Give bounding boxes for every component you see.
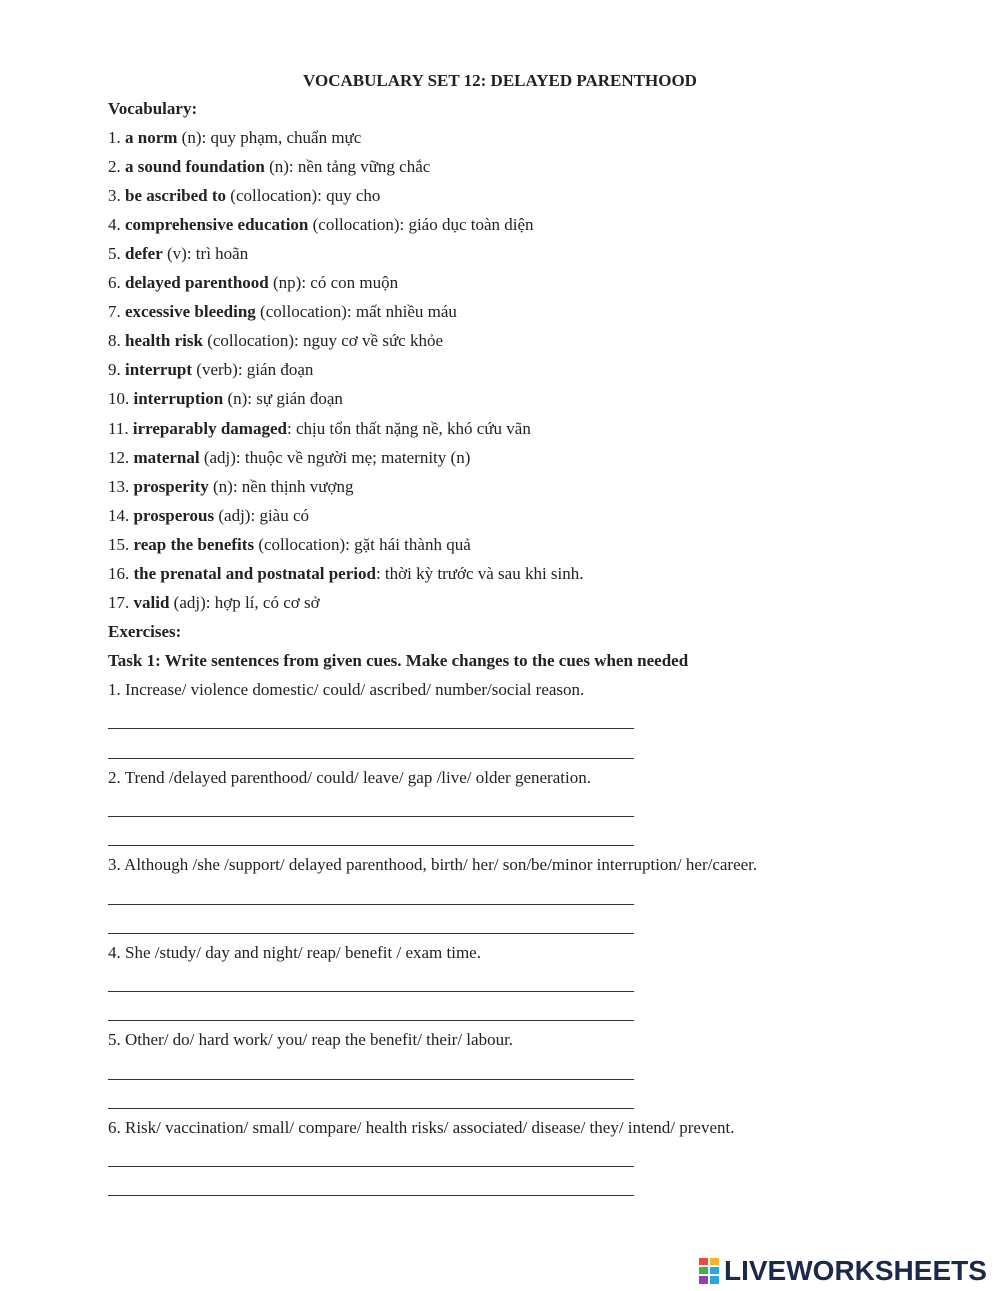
logo-tile bbox=[709, 1266, 720, 1275]
vocab-term: irreparably damaged bbox=[132, 419, 287, 438]
exercise-prompt: 1. Increase/ violence domestic/ could/ ascribed/ number/social reason. bbox=[108, 680, 585, 699]
liveworksheets-brand[interactable] bbox=[698, 1255, 987, 1287]
vocab-item: 14. prosperous (adj): giàu có bbox=[108, 506, 310, 525]
vocab-term: interruption bbox=[133, 389, 224, 408]
vocab-term: comprehensive education bbox=[125, 215, 309, 234]
vocab-item: 2. a sound foundation (n): nền tảng vững chắc bbox=[108, 157, 431, 176]
vocab-term: valid bbox=[133, 593, 170, 612]
answer-line[interactable] bbox=[108, 1108, 634, 1109]
vocab-term: prosperity bbox=[133, 477, 209, 496]
exercise-prompt: 4. She /study/ day and night/ reap/ benefit / exam time. bbox=[108, 943, 481, 962]
answer-line[interactable] bbox=[108, 1079, 634, 1080]
vocab-item: 4. comprehensive education (collocation): giáo dục toàn diện bbox=[108, 215, 534, 234]
logo-tile bbox=[698, 1257, 709, 1266]
answer-line[interactable] bbox=[108, 904, 634, 905]
brand-name: LIVEWORKSHEETS bbox=[724, 1255, 987, 1286]
exercises-heading: Exercises: bbox=[108, 622, 182, 641]
vocab-term: interrupt bbox=[125, 360, 193, 379]
vocab-item: 15. reap the benefits (collocation): gặt hái thành quả bbox=[108, 535, 471, 554]
task1-heading: Task 1: Write sentences from given cues. Make changes to the cues when needed bbox=[108, 651, 689, 670]
logo-tile bbox=[709, 1257, 720, 1266]
answer-line[interactable] bbox=[108, 1166, 634, 1167]
vocab-term: prosperous bbox=[133, 506, 215, 525]
exercise-prompt: 5. Other/ do/ hard work/ you/ reap the benefit/ their/ labour. bbox=[108, 1030, 514, 1049]
logo-tile bbox=[709, 1275, 720, 1285]
vocab-item: 10. interruption (n): sự gián đoạn bbox=[108, 389, 343, 408]
vocab-item: 3. be ascribed to (collocation): quy cho bbox=[108, 186, 381, 205]
vocab-item: 13. prosperity (n): nền thịnh vượng bbox=[108, 477, 354, 496]
answer-line[interactable] bbox=[108, 1020, 634, 1021]
vocab-item: 17. valid (adj): hợp lí, có cơ sở bbox=[108, 593, 320, 612]
vocab-item: 1. a norm (n): quy phạm, chuẩn mực bbox=[108, 128, 362, 147]
vocab-item: 12. maternal (adj): thuộc về người mẹ; maternity (n) bbox=[108, 448, 471, 467]
vocab-term: delayed parenthood bbox=[125, 273, 269, 292]
vocab-item: 5. defer (v): trì hoãn bbox=[108, 244, 249, 263]
exercise-prompt: 6. Risk/ vaccination/ small/ compare/ health risks/ associated/ disease/ they/ intend/ prevent. bbox=[108, 1118, 735, 1137]
vocab-term: reap the benefits bbox=[133, 535, 255, 554]
vocab-term: maternal bbox=[133, 448, 200, 467]
logo-tile bbox=[698, 1266, 709, 1275]
vocab-term: excessive bleeding bbox=[125, 302, 256, 321]
vocab-term: a norm bbox=[125, 128, 178, 147]
vocab-item: 6. delayed parenthood (np): có con muộn bbox=[108, 273, 399, 292]
vocab-term: the prenatal and postnatal period bbox=[133, 564, 376, 583]
vocab-term: defer bbox=[125, 244, 163, 263]
answer-line[interactable] bbox=[108, 728, 634, 729]
answer-line[interactable] bbox=[108, 1195, 634, 1196]
answer-line[interactable] bbox=[108, 758, 634, 759]
logo-tile bbox=[698, 1275, 709, 1285]
exercise-prompt: 3. Although /she /support/ delayed parenthood, birth/ her/ son/be/minor interruption/ her/career. bbox=[108, 855, 758, 874]
liveworksheets-logo-icon bbox=[698, 1257, 720, 1285]
vocab-term: a sound foundation bbox=[125, 157, 265, 176]
page-title: VOCABULARY SET 12: DELAYED PARENTHOOD bbox=[303, 71, 697, 90]
vocab-item: 9. interrupt (verb): gián đoạn bbox=[108, 360, 314, 379]
answer-line[interactable] bbox=[108, 816, 634, 817]
vocab-term: health risk bbox=[125, 331, 203, 350]
exercise-prompt: 2. Trend /delayed parenthood/ could/ leave/ gap /live/ older generation. bbox=[108, 768, 591, 787]
vocab-term: be ascribed to bbox=[125, 186, 227, 205]
vocab-item: 7. excessive bleeding (collocation): mất nhiều máu bbox=[108, 302, 457, 321]
vocab-item: 8. health risk (collocation): nguy cơ về sức khỏe bbox=[108, 331, 444, 350]
vocab-item: 11. irreparably damaged: chịu tổn thất nặng nề, khó cứu vãn bbox=[108, 419, 531, 438]
vocab-item: 16. the prenatal and postnatal period: thời kỳ trước và sau khi sinh. bbox=[108, 564, 584, 583]
answer-line[interactable] bbox=[108, 845, 634, 846]
vocabulary-heading: Vocabulary: bbox=[108, 99, 198, 118]
answer-line[interactable] bbox=[108, 991, 634, 992]
answer-line[interactable] bbox=[108, 933, 634, 934]
